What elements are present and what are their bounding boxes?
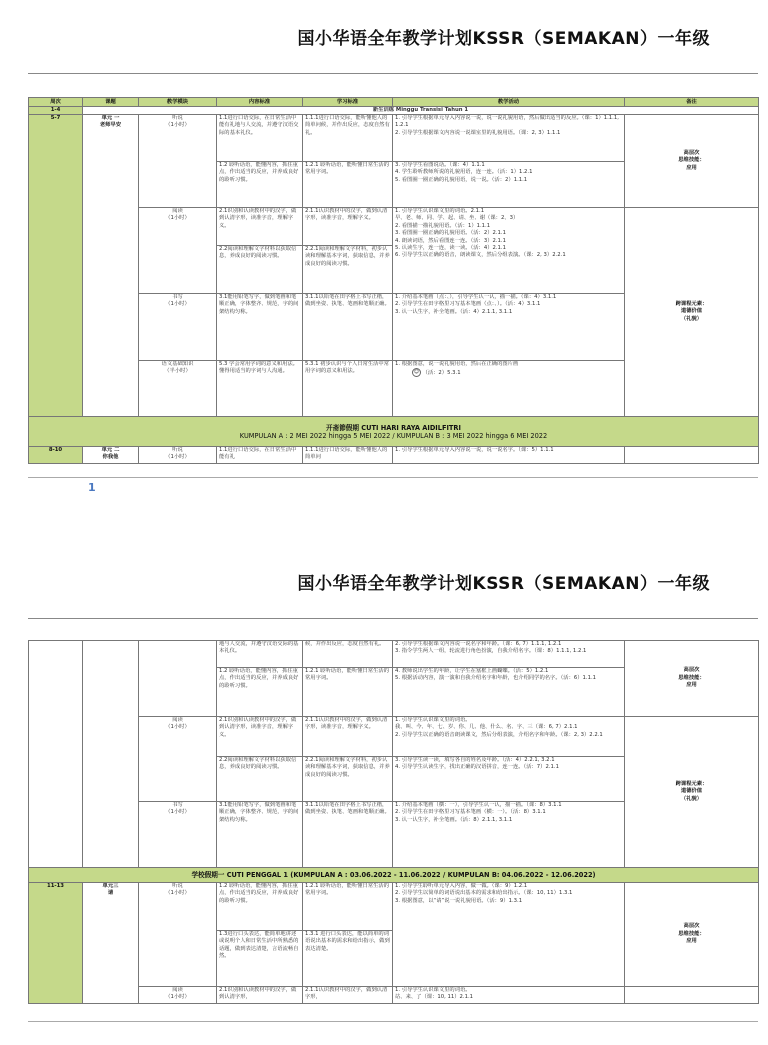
activity: 3. 引导学生读一读，填写各自的姓名及年龄。（活：4）2.2.1, 3.2.1 4. 引导学生认读生字，找出正确的汉语拼音，连一连。（活：7）2.1.1 [393,757,625,802]
module-cell [139,641,217,717]
remark-cross-curricular: 跨课程元素： 道德价值 （礼貌） [625,717,759,868]
page-number: 1 [88,481,96,494]
learning-standard: 2.1.1认识教材中的汉字，做到认清字形，读准字音，理解字义。 [303,717,393,757]
remark-hots: 高层次 思维技能： 应用 [625,883,759,987]
unit-title: 单元三 请 [83,883,139,1004]
learning-standard: 3.1.1以铅笔在田字格上书写正楷，做到坐姿、执笔、笔画和笔顺正确。 [303,802,393,868]
holiday-banner-dates: KUMPULAN A : 2 MEI 2022 hingga 5 MEI 2022 / KUMPULAN B : 3 MEI 2022 hingga 6 MEI 2022 [239,431,548,440]
content-standard: 2.2阅读和理解文字材料以获取信息，养成良好的阅读习惯。 [217,246,303,294]
content-standard: 3.1能用铅笔写字，做到笔画和笔顺正确，字体整齐、规范，字的间架结构匀称。 [217,294,303,361]
remark-hots: 高层次 思维技能： 应用 [625,115,759,208]
col-header-topic: 课题 [83,98,139,107]
holiday-banner-title: 学校假期一 CUTI PENGGAL 1 (KUMPULAN A : 03.06.2022 - 11.06.2022 / KUMPULAN B: 04.06.2022 - 12.06.2022) [191,871,596,879]
activity: 1. 介绍基本笔画（点：、），引导学生认一认，描一描。（课：4）3.1.1 2. 引导学生在田字格里习写基本笔画（点：、）。（活：4）3.1.1 3. 认一认生字，补全笔画。（活：4）2.1.1, 3.1.1 [393,294,625,361]
week-cell [29,641,83,868]
learning-standard: 3.1.1以铅笔在田字格上书写正楷，做到坐姿、执笔、笔画和笔顺正确。 [303,294,393,361]
col-header-content-standard: 内容标准 [217,98,303,107]
module-language-basics: 语文基础知识 （半小时） [139,361,217,417]
title-divider [28,73,758,74]
learning-standard: 2.2.1阅读和理解文字材料，初步认读和理解基本字词，获取信息，并养成良好的阅读习惯。 [303,757,393,802]
col-header-module: 教学模块 [139,98,217,107]
activity-text: 1. 根据图意，说一说礼貌用语，然后在正确的图片画 [395,361,519,367]
activity: 4. 教师说出学生的年龄，让学生在塞框上画蝴蝶。（活：5）1.2.1 5. 根据活动内容，演一演和自我介绍名字和年龄，也介绍同学的名字。（活：6）1.1.1 [393,668,625,717]
unit-title: 单元 一 老师早安 [83,115,139,417]
col-header-activity: 教学活动 [393,98,625,107]
activity: 1. 引导学生聆听单元导入内容，做一做。（课：9）1.2.1 2. 引导学生以简单的词语说出基本的需求和给出指示。（课：10, 11）1.3.1 3. 根据图意，以“请”说一说礼貌用语。（活：9）1.3.1 [393,883,625,987]
holiday-banner [29,417,759,447]
holiday-banner-row [29,868,759,883]
holiday-banner-title: 开斋節假期 CUTI HARI RAYA AIDILFITRI [326,423,461,432]
title-divider [28,618,758,619]
learning-standard: 候，并作出反应，态度自然有礼。 [303,641,393,668]
learning-standard: 1.2.1 聆听话语，能听懂日常生活的常用字词。 [303,883,393,931]
module-reading: 阅读 （1小时） [139,717,217,802]
page-title: 国小华语全年教学计划KSSR（SEMAKAN）一年级 [297,29,710,49]
content-standard: 2.1识别和认读教材中的汉字，做到认清字形， [217,987,303,1004]
content-standard: 1.3进行口头表达，能简单地讲述或说明个人和日常生活中所熟悉的话题，做到表达清楚，言语流畅自然。 [217,931,303,987]
content-standard: 1.1进行口语交际，在日常生活中能有礼地与人交流，并遵守汉语交际的基本礼仪。 [217,115,303,162]
activity: 1. 引导学生根据单元导入内容说一说，说一说名字。（课：5）1.1.1 [393,447,625,464]
content-standard: 1.2 聆听话语，能懂内容，抓住重点，作出适当的反应，并养成良好的聆听习惯。 [217,668,303,717]
activity: 3. 引导学生看图说话。（课：4）1.1.1 4. 学生聆听教师所说的礼貌用语，连一连。（活：1）1.2.1 5. 看图圈一圈正确的礼貌用语，说一说。（活：2）1.1.1 [393,162,625,208]
table-row [29,883,759,931]
footer-divider [28,1021,758,1022]
learning-standard: 1.1.1进行口语交际，能听懂他人的简单问候，并作出反应，态度自然有礼。 [303,115,393,162]
page-2 [0,545,768,1045]
content-standard: 地与人交流，并遵守汉语交际的基本礼仪。 [217,641,303,668]
table-row [29,987,759,1004]
activity: 1. 引导学生认识课文里的词语。 站、来、了（课：10, 11）2.1.1 [393,987,625,1004]
activity: 1. 引导学生根据单元导入内容说一说，说一说礼貌用语，然后做出适当的反应。（课：1）1.1.1, 1.2.1 2. 引导学生根据课文内容说一说课室里的礼貌用语。（课：2, 3）1.1.1 [393,115,625,162]
activity [393,361,625,417]
content-standard: 1.2 聆听话语，能懂内容，抓住重点，作出适当的反应，并养成良好的聆听习惯。 [217,883,303,931]
week-cell: 5-7 [29,115,83,417]
activity: 1. 引导学生认识课文里的词语。 我、叫、今、年、七、岁、你、几、他、什么、名、字、三（课：6, 7）2.1.1 2. 引导学生以正确的语音朗读课文，然后分组表演，介绍名字和年龄。（课：2, 3）2.2.1 [393,717,625,757]
learning-standard: 1.1.1进行口语交际，能听懂他人的简单问 [303,447,393,464]
page-1 [0,0,768,500]
page-title: 国小华语全年教学计划KSSR（SEMAKAN）一年级 [297,574,710,594]
content-standard: 5.3 学会常用字词的意义和用法。懂得用适当的字词与人沟通。 [217,361,303,417]
activity-text-tail: （活：2）5.3.1 [422,370,461,377]
learning-standard: 2.1.1认识教材中的汉字，做到认清字形，读准字音，理解字义。 [303,208,393,246]
week-cell: 8-10 [29,447,83,464]
module-reading: 阅读 （1小时） [139,208,217,294]
module-writing: 书写 （1小时） [139,802,217,868]
module-listening: 听说 （1小时） [139,115,217,208]
col-header-week: 周次 [29,98,83,107]
table-row [29,717,759,757]
remark-hots: 高层次 思维技能： 应用 [625,641,759,717]
remark [625,447,759,464]
col-header-remarks: 备注 [625,98,759,107]
footer-divider [28,477,758,478]
content-standard: 1.2 聆听话语，能懂内容，抓住重点，作出适当的反应，并养成良好的聆听习惯。 [217,162,303,208]
remark [625,987,759,1004]
content-standard: 1.1进行口语交际，在日常生活中能有礼 [217,447,303,464]
activity: 1. 引导学生认识课文里的词语。2.1.1 早、老、师、同、学、起、请、坐、谢（课：2、3） 2. 看图描一描礼貌用语。（活：1）1.1.1 3. 看图圈一圈正确的礼貌用语。（活：2）2.1.1 4. 朗读词语，然后看图连一连。（活：3）2.1.1 5. 认读生字，连一连，读一读。（活：4）2.1.1 6. 引导学生以正确的语音，朗读课文，然后分组表演。（课：2, 3）2.2.1 [393,208,625,294]
module-listening: 听说 （1小时） [139,883,217,987]
table-header-row [29,98,759,107]
learning-standard: 2.1.1认识教材中的汉字，做到认清字形， [303,987,393,1004]
week-cell: 1-4 [29,107,83,115]
module-reading: 阅读 （1小时） [139,987,217,1004]
table-row [29,208,759,246]
holiday-banner-row [29,417,759,447]
content-standard: 2.2阅读和理解文字材料以获取信息，养成良好的阅读习惯。 [217,757,303,802]
smiley-face-icon: ☺ [413,369,419,376]
module-listening: 听说 （1小时） [139,447,217,464]
content-standard: 2.1识别和认读教材中的汉字，做到认清字形，读准字音，理解字义。 [217,208,303,246]
content-standard: 3.1能用铅笔写字，做到笔画和笔顺正确，字体整齐、规范，字的间架结构匀称。 [217,802,303,868]
learning-standard: 1.2.1 聆听话语，能听懂日常生活的常用字词。 [303,162,393,208]
table-row [29,447,759,464]
week-cell: 11-13 [29,883,83,1004]
activity: 2. 引导学生根据课文内容说一说名字和年龄。（课：6, 7）1.1.1, 1.2.1 3. 指令学生两人一组，轮流进行角色扮演，自我介绍名字。（课：8）1.1.1, 1.2.1 [393,641,625,668]
learning-standard: 2.2.1阅读和理解文字材料，初步认读和理解基本字词，获取信息，并养成良好的阅读习惯。 [303,246,393,294]
col-header-learning-standard: 学习标准 [303,98,393,107]
content-standard: 2.1识别和认读教材中的汉字，做到认清字形，读准字音，理解字义。 [217,717,303,757]
lesson-plan-table [28,640,759,1004]
table-row [29,115,759,162]
lesson-plan-table [28,97,759,464]
learning-standard: 1.3.1 进行口头表达，能以简单的词语说出基本的需求和给出指示，做到表达清楚。 [303,931,393,987]
holiday-banner [29,868,759,883]
learning-standard: 1.2.1 聆听话语，能听懂日常生活的常用字词。 [303,668,393,717]
module-writing: 书写 （1小时） [139,294,217,361]
unit-cell [83,641,139,868]
transition-week-cell: 新生训练 Minggu Transisi Tahun 1 [83,107,759,115]
learning-standard: 5.3.1 初步认识与个人日常生活中常用字词的意义和用法。 [303,361,393,417]
table-row [29,641,759,668]
table-row [29,107,759,115]
activity: 1. 介绍基本笔画（横：一），引导学生认一认，描一描。（课：8）3.1.1 2. 引导学生在田字格里习写基本笔画（横：一）。（活：8）3.1.1 3. 认一认生字，补全笔画。（活：8）2.1.1, 3.1.1 [393,802,625,868]
unit-title: 单元 二 你我他 [83,447,139,464]
remark-cross-curricular: 跨课程元素： 道德价值 （礼貌） [625,208,759,417]
